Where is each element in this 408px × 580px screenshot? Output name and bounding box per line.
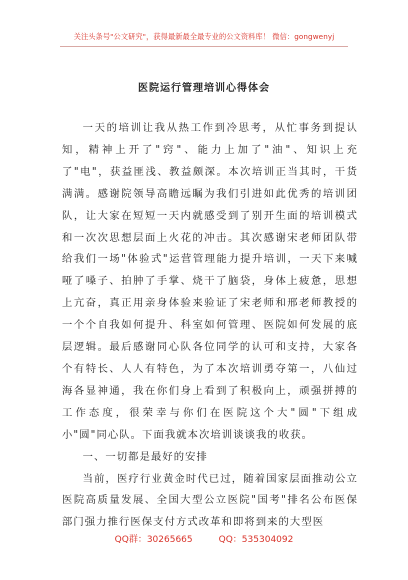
footer-qq-group: QQ群：30265665 [114,535,193,545]
document-body [62,118,358,534]
body-paragraph: 当前，医疗行业黄金时代已过，随着国家层面推动公立医院高质量发展、全国大型公立医院"国考"排名公布医保部门强力推行医保支付方式改革和即将到来的大型医 [62,472,358,529]
body-paragraph: 一天的培训让我从热工作到冷思考，从忙事务到提认知，精神上开了"窍"、能力上加了"油"、知识上充了"电"，获益匪浅、教益颇深。本次培训正当其时，干货满满。感谢院领导高瞻远瞩为我们引进如此优秀的培训团队，让大家在短短一天内就感受到了别开生面的培训模式和一次次思想层面上火花的冲击。其次感谢宋老师团队带给我们一场"体验式"运营管理能力提升培训，一天下来喊哑了嗓子、拍肿了手掌、烧干了脑袋，身体上疲惫，思想上亢奋，真正用亲身体验来验证了宋老师和邢老师教授的一个个自我如何提升、科室如何管理、医院如何发展的底层逻辑。最后感谢同心队各位同学的认可和支持，大家各个有特长、人人有特色，为了本次培训勇夺第一，八仙过海各显神通，我在你们身上看到了积极向上，顽强拼搏的工作态度，很荣幸与你们在医院这个大"圆"下组成小"圆"同心队。下面我就本次培训谈谈我的收获。 [62,122,358,441]
header-banner: 关注头条号"公文研究"，获得最新最全最专业的公文资料库！ 微信：gongwenyj [73,32,335,41]
document-title: 医院运行管理培训心得体会 [138,83,270,94]
header-divider [60,46,348,47]
footer-contact [0,532,408,545]
section-heading: 一、一切都是最好的安排 [82,450,208,463]
footer-qq: QQ：535304092 [218,535,294,545]
